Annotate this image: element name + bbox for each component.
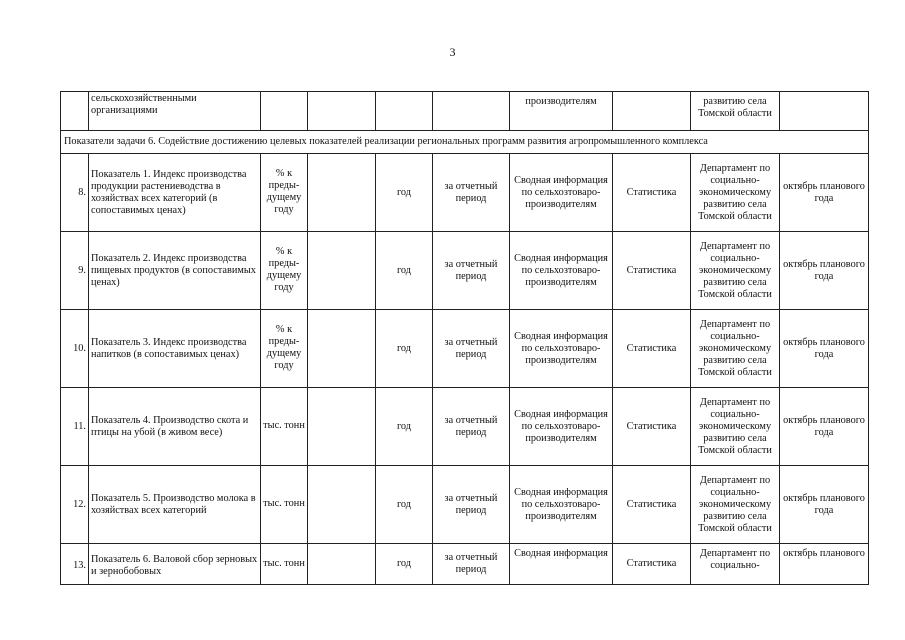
- table-row: [61, 544, 869, 585]
- cell-term: октябрь планового года: [780, 154, 869, 232]
- cell-responsible: Департамент по социально-экономическому развитию села Томской области: [691, 310, 780, 388]
- table-row: [61, 466, 869, 544]
- cell-num: 11.: [61, 388, 89, 466]
- cell-source: производителям: [510, 92, 613, 131]
- cell-source: Сводная информация по сельхозтоваро-производителям: [510, 310, 613, 388]
- cell-periodicity: год: [376, 466, 433, 544]
- cell-name: Показатель 5. Производство молока в хозяйствах всех категорий: [89, 466, 261, 544]
- cell-unit: % к преды-дущему году: [261, 232, 308, 310]
- section-header-row: [61, 131, 869, 154]
- cell-name: Показатель 2. Индекс производства пищевых продуктов (в сопоставимых ценах): [89, 232, 261, 310]
- cell-source: Сводная информация по сельхозтоваро-производителям: [510, 388, 613, 466]
- cell-term: октябрь планового года: [780, 232, 869, 310]
- cell-source: Сводная информация: [510, 544, 613, 585]
- cell-periodicity: год: [376, 154, 433, 232]
- indicators-table: [60, 91, 869, 585]
- cell-responsible: Департамент по социально-экономическому развитию села Томской области: [691, 232, 780, 310]
- cell-period: за отчетный период: [433, 388, 510, 466]
- cell-name: Показатель 4. Производство скота и птицы на убой (в живом весе): [89, 388, 261, 466]
- cell-blank: [308, 466, 376, 544]
- cell-responsible: Департамент по социально-экономическому развитию села Томской области: [691, 466, 780, 544]
- cell-method: Статистика: [613, 544, 691, 585]
- cell-period: за отчетный период: [433, 310, 510, 388]
- cell-source: Сводная информация по сельхозтоваро-производителям: [510, 154, 613, 232]
- table-row: [61, 388, 869, 466]
- cell-periodicity: год: [376, 232, 433, 310]
- cell-method: Статистика: [613, 466, 691, 544]
- cell-unit: % к преды-дущему году: [261, 310, 308, 388]
- cell-method: Статистика: [613, 388, 691, 466]
- cell-source: Сводная информация по сельхозтоваро-производителям: [510, 466, 613, 544]
- cell-source: Сводная информация по сельхозтоваро-производителям: [510, 232, 613, 310]
- cell-period: за отчетный период: [433, 154, 510, 232]
- cell-unit: % к преды-дущему году: [261, 154, 308, 232]
- cell-responsible: Департамент по социально-экономическому развитию села Томской области: [691, 388, 780, 466]
- cell-method: Статистика: [613, 232, 691, 310]
- cell-name: Показатель 1. Индекс производства продукции растениеводства в хозяйствах всех категорий (в сопоставимых ценах): [89, 154, 261, 232]
- cell-unit: тыс. тонн: [261, 388, 308, 466]
- cell-period: [433, 92, 510, 131]
- continuation-row: [61, 92, 869, 131]
- cell-responsible: Департамент по социально-: [691, 544, 780, 585]
- cell-period: за отчетный период: [433, 544, 510, 585]
- cell-term: октябрь планового года: [780, 388, 869, 466]
- cell-num: 12.: [61, 466, 89, 544]
- cell-unit: тыс. тонн: [261, 544, 308, 585]
- cell-unit: [261, 92, 308, 131]
- cell-period: за отчетный период: [433, 232, 510, 310]
- cell-method: Статистика: [613, 154, 691, 232]
- cell-term: [780, 92, 869, 131]
- cell-name: Показатель 6. Валовой сбор зерновых и зернобобовых: [89, 544, 261, 585]
- cell-blank: [308, 544, 376, 585]
- cell-num: [61, 92, 89, 131]
- cell-term: октябрь планового года: [780, 466, 869, 544]
- cell-periodicity: [376, 92, 433, 131]
- cell-unit: тыс. тонн: [261, 466, 308, 544]
- table-row: [61, 154, 869, 232]
- cell-responsible: развитию села Томской области: [691, 92, 780, 131]
- cell-num: 9.: [61, 232, 89, 310]
- cell-blank: [308, 92, 376, 131]
- table-row: [61, 232, 869, 310]
- cell-num: 8.: [61, 154, 89, 232]
- cell-periodicity: год: [376, 544, 433, 585]
- cell-term: октябрь планового года: [780, 310, 869, 388]
- indicator-rows: [61, 154, 869, 585]
- cell-term: октябрь планового: [780, 544, 869, 585]
- cell-blank: [308, 232, 376, 310]
- cell-num: 13.: [61, 544, 89, 585]
- cell-name: сельскохозяйственными организациями: [89, 92, 261, 131]
- cell-periodicity: год: [376, 310, 433, 388]
- cell-num: 10.: [61, 310, 89, 388]
- cell-name: Показатель 3. Индекс производства напитков (в сопоставимых ценах): [89, 310, 261, 388]
- cell-periodicity: год: [376, 388, 433, 466]
- page-number: 3: [449, 45, 456, 59]
- cell-blank: [308, 388, 376, 466]
- cell-blank: [308, 310, 376, 388]
- cell-blank: [308, 154, 376, 232]
- cell-method: Статистика: [613, 310, 691, 388]
- table-row: [61, 310, 869, 388]
- cell-responsible: Департамент по социально-экономическому развитию села Томской области: [691, 154, 780, 232]
- cell-period: за отчетный период: [433, 466, 510, 544]
- section-title: Показатели задачи 6. Содействие достижению целевых показателей реализации региональных программ развития агропромышленного комплекса: [61, 131, 869, 154]
- cell-method: [613, 92, 691, 131]
